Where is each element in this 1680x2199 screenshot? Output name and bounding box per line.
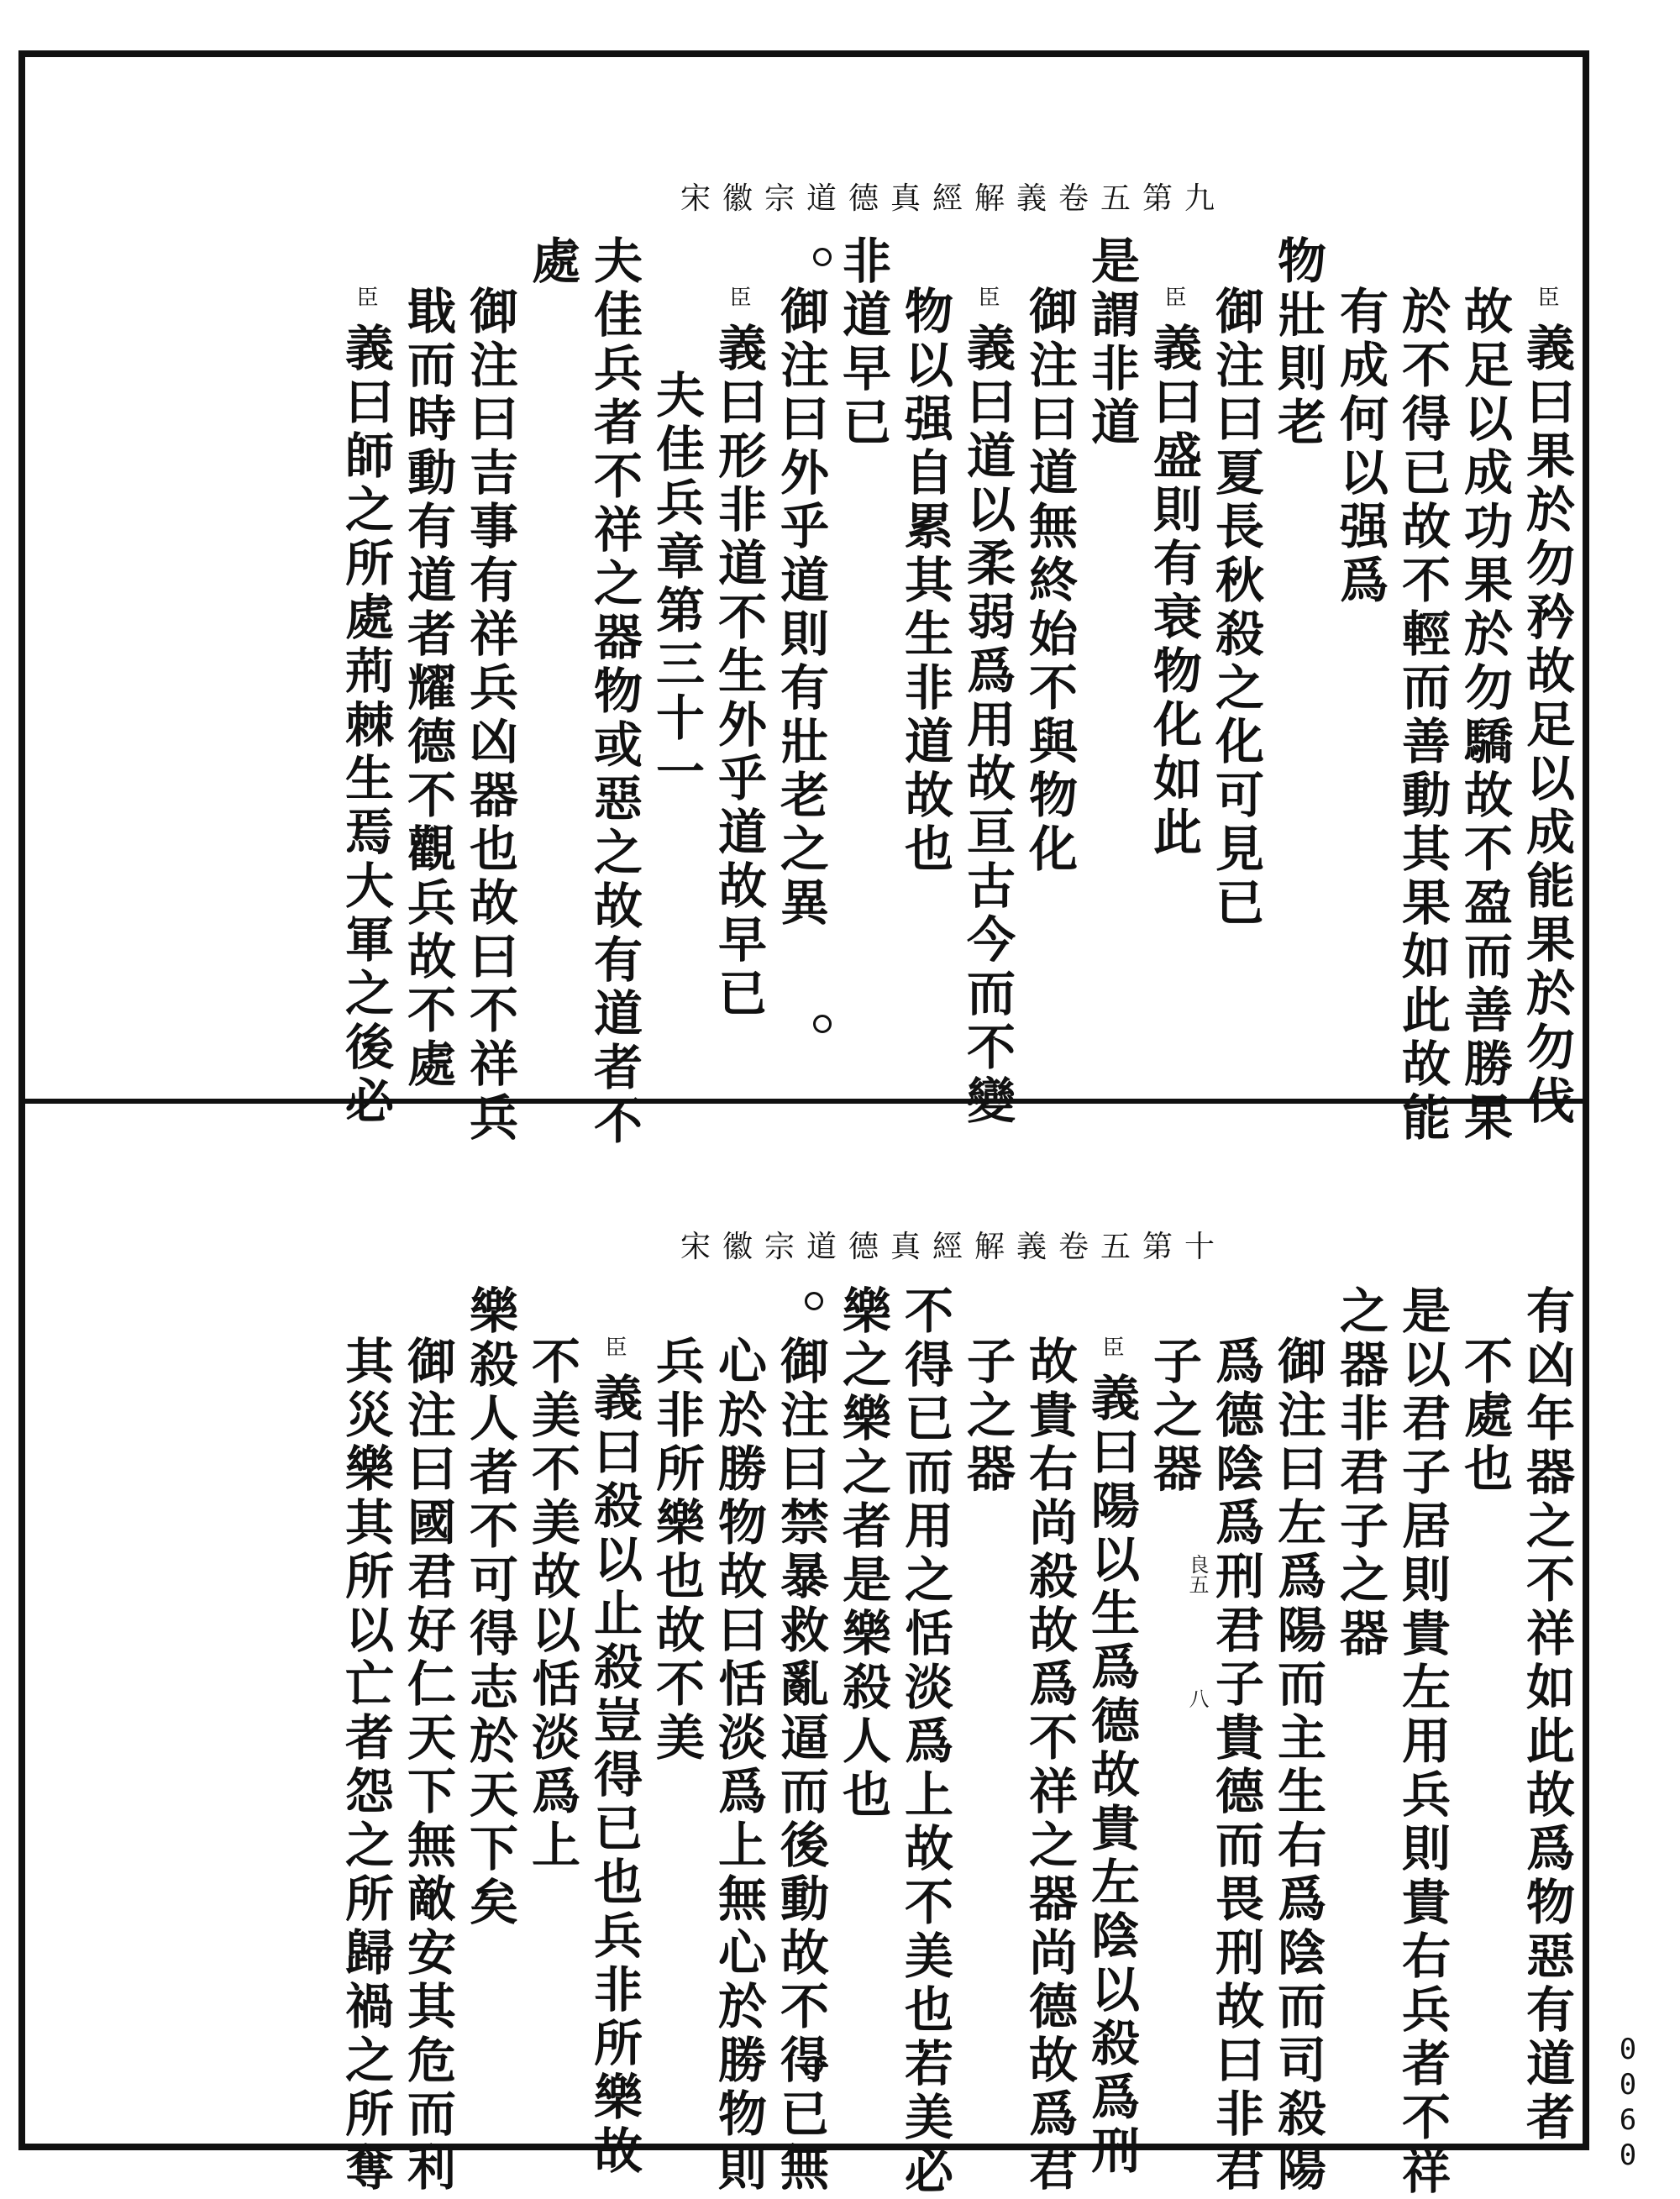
bottom-column: 臣義曰陽以生爲德故貴左陰以殺爲刑 xyxy=(1083,1336,1140,2179)
top-column: 非道早已 xyxy=(834,235,891,450)
circle-mark xyxy=(805,2056,823,2075)
top-column: 戢而時動有道者耀德不觀兵故不處 xyxy=(399,286,456,1092)
top-column: 夫佳兵章第三十一 xyxy=(648,370,705,800)
bottom-column: 故貴右尚殺故爲不祥之器尚德故爲君 xyxy=(1021,1336,1078,2196)
top-column: 御注曰夏長秋殺之化可見已 xyxy=(1207,286,1264,931)
top-text-panel xyxy=(84,235,1575,1149)
top-column: 臣義曰果於勿矜故足以成能果於勿伐 xyxy=(1518,286,1575,1129)
top-column: 御注曰吉事有祥兵凶器也故曰不祥兵 xyxy=(461,286,518,1146)
marginal-mark: 八 xyxy=(1185,1688,1209,1708)
bottom-column: 有凶年器之不祥如此故爲物惡有道者 xyxy=(1518,1285,1575,2145)
bottom-book-title: 宋徽宗道德真經解義 xyxy=(680,1230,1059,1264)
bottom-juan-label: 卷五第十 xyxy=(1058,1230,1227,1264)
top-column: 有成何以强爲 xyxy=(1331,286,1389,608)
bottom-column: 心於勝物故曰恬淡爲上無心於勝物則 xyxy=(710,1336,767,2196)
circle-mark xyxy=(813,248,832,266)
bottom-column: 御注曰左爲陽而主生右爲陰而司殺陽 xyxy=(1269,1336,1326,2196)
bottom-column: 御注曰國君好仁天下無敵安其危而利 xyxy=(399,1336,456,2196)
circle-mark xyxy=(813,1015,832,1033)
top-column: 夫佳兵者不祥之器物或惡之故有道者不 xyxy=(585,235,643,1149)
bottom-column: 樂殺人者不可得志於天下矣 xyxy=(461,1285,518,1930)
bottom-column: 之器非君子之器 xyxy=(1331,1285,1389,1661)
top-running-head xyxy=(622,175,1226,218)
bottom-running-head xyxy=(622,1223,1226,1266)
top-column: 御注曰道無終始不與物化 xyxy=(1021,286,1078,877)
top-column: 臣義曰盛則有衰物化如此 xyxy=(1145,286,1202,860)
bottom-column: 不美不美故以恬淡爲上 xyxy=(523,1336,580,1873)
marginal-mark: 良五 xyxy=(1185,1554,1209,1594)
bottom-column: 不處也 xyxy=(1456,1336,1513,1497)
bottom-column: 是以君子居則貴左用兵則貴右兵者不祥 xyxy=(1394,1285,1451,2199)
top-column: 臣義曰師之所處荊棘生焉大軍之後必 xyxy=(337,286,394,1129)
bottom-column: 爲德陰爲刑君子貴德而畏刑故曰非君 xyxy=(1207,1336,1264,2196)
bottom-column: 其災樂其所以亡者怨之所歸禍之所奪 xyxy=(337,1336,394,2196)
top-column: 臣義曰道以柔弱爲用故亘古今而不變 xyxy=(958,286,1016,1129)
top-juan-label: 卷五第九 xyxy=(1058,181,1227,216)
top-book-title: 宋徽宗道德真經解義 xyxy=(680,181,1059,216)
bottom-column: 子之器 xyxy=(958,1336,1016,1497)
page-number: 0060 xyxy=(1611,2033,1645,2174)
bottom-column: 御注曰禁暴救亂逼而後動故不得已無 xyxy=(772,1336,829,2196)
top-column: 處 xyxy=(523,235,580,289)
top-column: 物壯則老 xyxy=(1269,235,1326,450)
top-column: 於不得已故不輕而善動其果如此故能 xyxy=(1394,286,1451,1146)
top-column: 御注曰外乎道則有壯老之異 xyxy=(772,286,829,931)
bottom-column: 子之器 xyxy=(1145,1336,1202,1497)
top-column: 是謂非道 xyxy=(1083,235,1140,450)
bottom-column: 不得已而用之恬淡爲上故不美也若美必 xyxy=(896,1285,953,2199)
circle-mark xyxy=(805,1292,823,1310)
top-column: 故足以成功果於勿驕故不盈而善勝果 xyxy=(1456,286,1513,1146)
bottom-column: 兵非所樂也故不美 xyxy=(648,1336,705,1766)
top-column: 物以强自累其生非道故也 xyxy=(896,286,953,877)
top-column: 臣義曰形非道不生外乎道故早已 xyxy=(710,286,767,1021)
bottom-column: 臣義曰殺以止殺豈得已也兵非所樂故 xyxy=(585,1336,643,2179)
bottom-column: 樂之樂之者是樂殺人也 xyxy=(834,1285,891,1823)
